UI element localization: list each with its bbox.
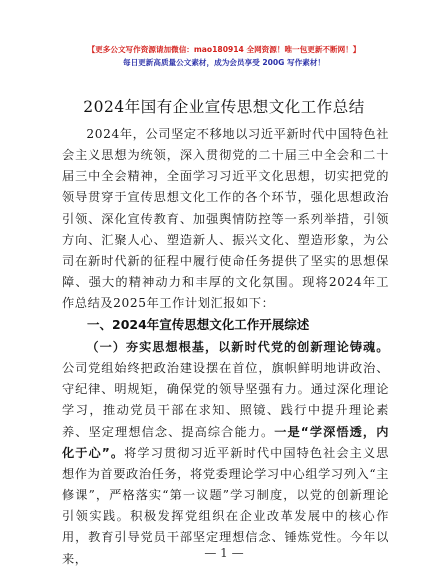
point-one-heading: 一是“学深悟透，内化于心”。 (62, 424, 389, 460)
subsection-text: 公司党组始终把政治建设摆在首位，旗帜鲜明地讲政治、守纪律、明规矩，确保党的领导坚强有力。通过深化理论学习，推动党员干部在求知、照镜、践行中提升理论素养、坚定理想信念、提高综合能力。 (62, 361, 389, 439)
page-number: — 1 — (204, 546, 244, 560)
promo-banner-blue: 每日更新高质量公文素材，成为会员享受 200G 写作素材！ (122, 58, 326, 67)
intro-paragraph: 2024年，公司坚定不移地以习近平新时代中国特色社会主义思想为统领，深入贯彻党的二十届三中全会和二十届三中全会精神，全面学习习近平文化思想，切实把党的领导贯穿于宣传思想文化工作的各个环节，强化思想政治引领、深化宣传教育、加强舆情防控等一系列举措，引领方向、汇聚人心、塑造新人、振兴文化、塑造形象，为公司在新时代新的征程中履行使命任务提供了坚实的思想保障、强大的精神动力和丰厚的文化氛围。现将2024年工作总结及2025年工作计划汇报如下： (62, 127, 389, 311)
point-one-text: 将学习贯彻习近平新时代中国特色社会主义思想作为首要政治任务，将党委理论学习中心组学习列入“主修课”，严格落实“第一议题”学习制度，以党的创新理论引领实践。积极发挥党组织在企业改革发展中的核心作用，教育引导党员干部坚定理想信念、锤炼党性。今年以来， (62, 445, 389, 566)
section-heading: 一、2024年宣传思想文化工作开展综述 (87, 317, 310, 332)
subsection-heading: （一）夯实思想根基，以新时代党的创新理论铸魂。 (86, 340, 389, 354)
document-title: 2024年国有企业宣传思想文化工作总结 (83, 98, 365, 116)
promo-banner-red: 【更多公文写作资源请加微信：mao180914 全网资源！唯一包更新不断网！】 (87, 45, 361, 54)
section-paragraph (62, 337, 389, 570)
